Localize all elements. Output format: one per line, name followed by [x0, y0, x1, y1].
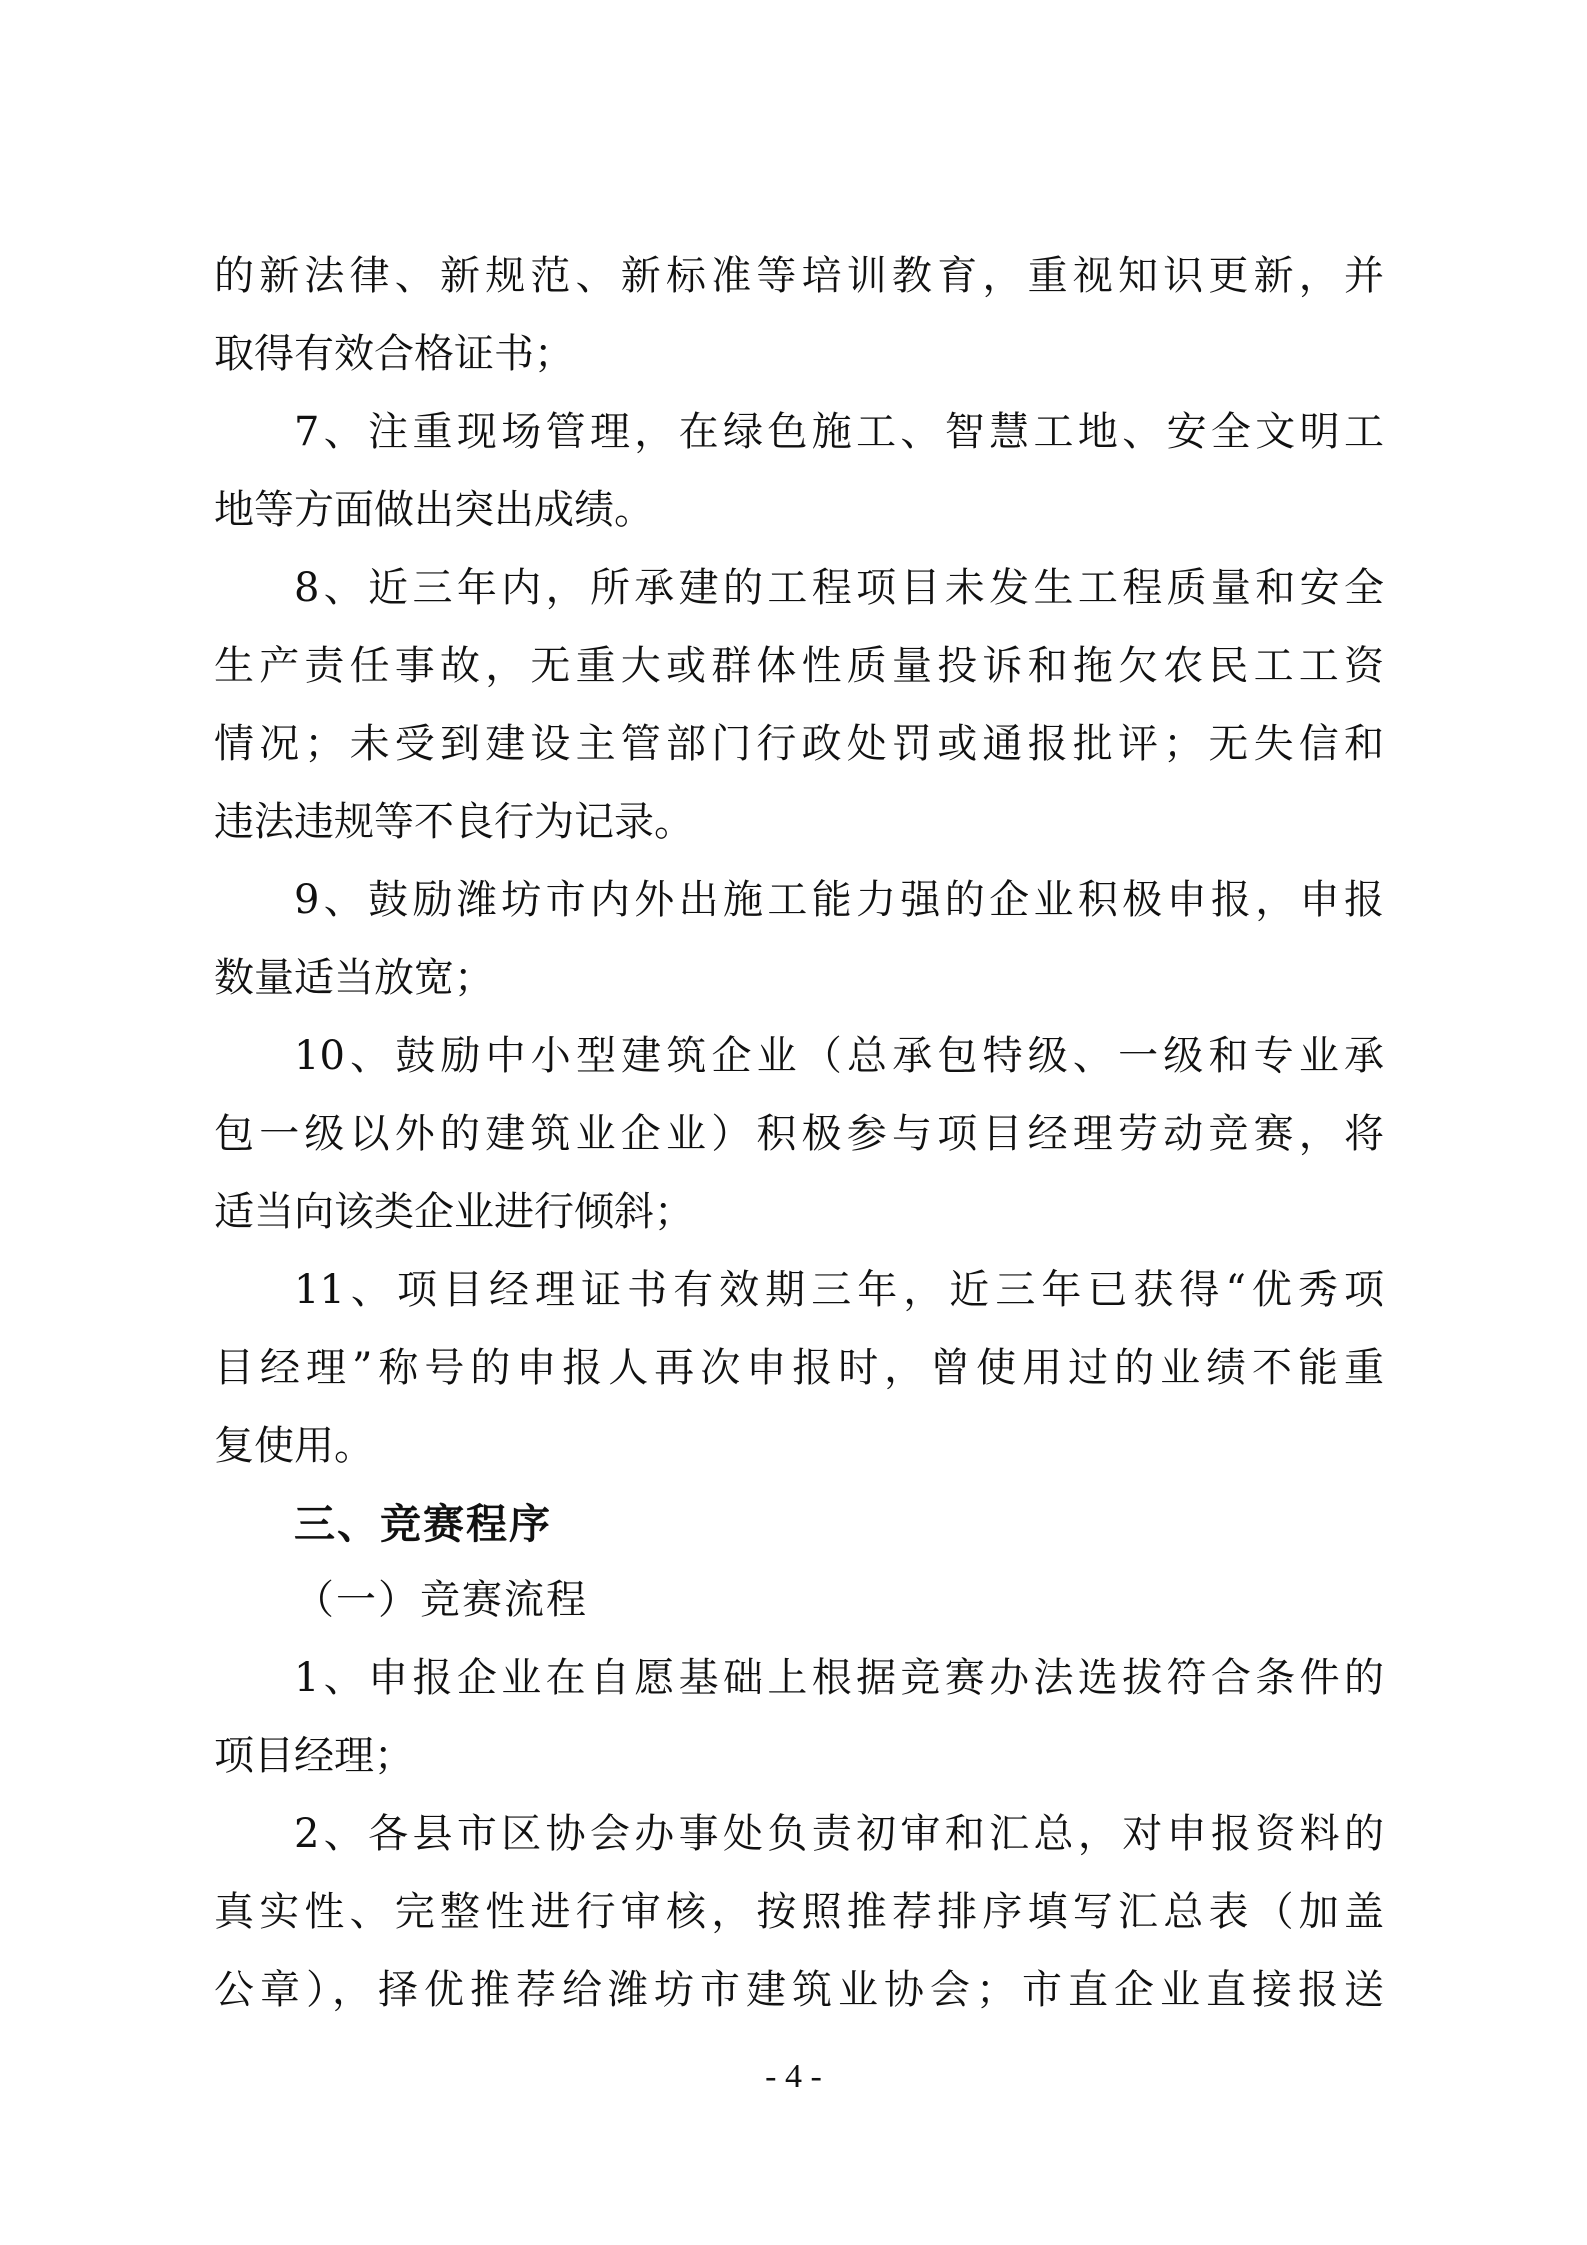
text-line: 7、注重现场管理，在绿色施工、智慧工地、安全文明工 [294, 409, 1384, 455]
page-number: - 4 - [765, 2058, 822, 2095]
text-line: 包一级以外的建筑业企业）积极参与项目经理劳动竞赛，将 [214, 1111, 1384, 1157]
text-line: 公章），择优推荐给潍坊市建筑业协会；市直企业直接报送 [214, 1967, 1384, 2013]
text-line: 生产责任事故，无重大或群体性质量投诉和拖欠农民工工资 [214, 643, 1384, 689]
text-line: 违法违规等不良行为记录。 [214, 799, 694, 845]
text-line: 2、各县市区协会办事处负责初审和汇总，对申报资料的 [294, 1811, 1384, 1857]
text-line: 地等方面做出突出成绩。 [214, 487, 654, 533]
text-line: 适当向该类企业进行倾斜； [214, 1189, 694, 1235]
text-line: 9、鼓励潍坊市内外出施工能力强的企业积极申报，申报 [294, 877, 1384, 923]
text-line: 11、项目经理证书有效期三年，近三年已获得“优秀项 [294, 1267, 1384, 1313]
text-line: 复使用。 [214, 1423, 374, 1469]
text-line: 8、近三年内，所承建的工程项目未发生工程质量和安全 [294, 565, 1384, 611]
text-line: 取得有效合格证书； [214, 331, 574, 377]
text-line: 项目经理； [214, 1733, 414, 1779]
text-line: 真实性、完整性进行审核，按照推荐排序填写汇总表（加盖 [214, 1889, 1384, 1935]
text-line: 10、鼓励中小型建筑企业（总承包特级、一级和专业承 [294, 1033, 1384, 1079]
section-heading: 三、竞赛程序 [294, 1500, 552, 1548]
text-line: 目经理”称号的申报人再次申报时，曾使用过的业绩不能重 [214, 1345, 1384, 1391]
text-line: 的新法律、新规范、新标准等培训教育，重视知识更新，并 [214, 253, 1384, 299]
text-line: 数量适当放宽； [214, 955, 494, 1001]
text-line: 情况；未受到建设主管部门行政处罚或通报批评；无失信和 [214, 721, 1384, 767]
text-line: 1、申报企业在自愿基础上根据竞赛办法选拔符合条件的 [294, 1655, 1384, 1701]
subsection-heading: （一）竞赛流程 [294, 1577, 588, 1623]
